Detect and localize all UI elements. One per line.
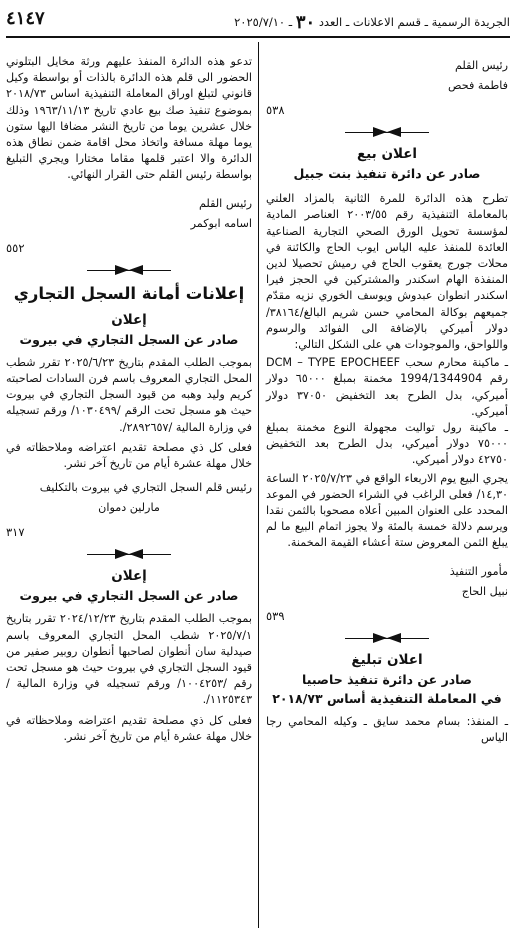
signature-title: رئيس قلم السجل التجاري في بيروت بالتكليف	[39, 481, 252, 495]
ad-body: ـ المنفذ: بسام محمد سايق ـ وكيله المحامي رجا الياس	[266, 714, 508, 745]
separator-ornament	[6, 546, 252, 562]
ad-heading: إعلان	[111, 568, 147, 585]
signature-block	[266, 56, 508, 96]
signature-title: رئيس القلم	[198, 196, 252, 210]
signature-block	[6, 478, 252, 518]
ad-subheading: صادر عن دائرة تنفيذ بنت جبيل	[293, 166, 481, 182]
issue-date: ـ ٢٠٢٥/٧/١٠	[234, 15, 293, 29]
page-header	[6, 8, 510, 34]
separator-ornament	[266, 124, 508, 140]
ad-body: تدعو هذه الدائرة المنفذ عليهم ورثة مخايل البتلوني الحضور الى قلم هذه الدائرة بالذات أو بواسطة وكيل قانوني لتبلغ اوراق المعاملة التنفيذية اساس ٢٠١٨/٧٣ بموضوع تنفيذ صك بيع عادي تاريخ ١٩٦٣/١١/١٣ وذلك خلال عشرين يوما من تاريخ النشر مضافا اليها ستون يوما مهلة مسافة واتخاذ محل اقامة ضمن نطاق هذه الدائرة والا اعتبر قلمها مقاما مختارا ويجري التبليغ بواسطة رئيس القلم حتى القرار النهائي.	[6, 55, 252, 182]
separator-ornament	[266, 630, 508, 646]
header-title	[234, 12, 510, 33]
ad-heading: اعلان تبليغ	[351, 651, 423, 668]
ad-body: فعلى كل ذي مصلحة تقديم اعتراضه وملاحظاته في خلال مهلة عشرة أيام من تاريخ آخر نشر.	[6, 713, 252, 743]
gazette-name: الجريدة الرسمية ـ قسم الاعلانات ـ العدد	[318, 15, 510, 29]
ad-number: ٥٥٢	[6, 240, 25, 255]
ad-heading: اعلان بيع	[356, 146, 418, 163]
ad-subheading: صادر عن السجل التجاري في بيروت	[19, 331, 239, 347]
signature-title: مأمور التنفيذ	[449, 564, 508, 578]
ad-body: تطرح هذه الدائرة للمرة الثانية بالمزاد العلني بالمعاملة التنفيذية رقم ٢٠٠٣/٥٥ العناصر المادية لمؤسسة تحويل الورق الصحي التجارية الصناعية العائدة للمنفذ عليه الياس ايوب الحاج والكائنة في محلات جورج يعقوب الحاج في رميش تحصيلا لدين المنفذة الهام اسكندر والمشتركين في الحجز فيرا اسكندر انطوان عبدوش ويوسف الخوري نزيه مقدّم جميعهم بوكالة المحامي حسن شريم البالغ/٣٨١٦٤/ دولار أميركي بالإضافة الى الفوائد والرسوم واللواحق، والموجودات هي على الشكل التالي:	[266, 192, 508, 352]
ad-body: بموجب الطلب المقدم بتاريخ ٢٠٢٤/١٢/٢٣ تقرر بتاريخ ٢٠٢٥/٧/١ شطب المحل التجاري المعروف باسم صيدلية سان أنطوان لصاحبها أنطوان روبير صفير من قيود السجل التجاري في بيروت حيث هو مسجل تحت رقم /١٠٠٤٢٥٣/ ورقم تسجيله في وزارة المالية /١١٢٥٣٤٣/.	[6, 612, 252, 707]
section-title: إعلانات أمانة السجل التجاري	[13, 283, 245, 303]
signature-name: اسامه ابوكمر	[190, 216, 252, 230]
ad-body: يجري البيع يوم الاربعاء الواقع في ٢٠٢٥/٧/٢٣ الساعة ١٤,٣٠/ فعلى الراغب في الشراء الحضور في الموعد المحدد على العنوان المبين أعلاه مصحوبا بالثمن نقدا ويرسم دلالة خمسة بالمئة ولا يجوز اتمام البيع ما لم يبلغ الثمن المعروض ستة أعشاء القيمة المخمنة.	[266, 471, 508, 550]
signature-name: مارلين دموان	[98, 501, 160, 515]
separator-ornament	[6, 262, 252, 278]
ad-number: ٥٣٨	[266, 103, 285, 117]
ad-item: ـ ماكينة محارم سحب DCM – TYPE EPOCHEEF رقم 1994/1344904 مخمنة بمبلغ ٦٥٠٠٠ دولار أميركي، بدل الطرح بعد التخفيض ٣٧٠٥٠ دولار أميركي.	[266, 356, 508, 418]
signature-block	[266, 562, 508, 602]
signature-name: نبيل الحاج	[461, 584, 508, 598]
ad-item: ـ ماكينة رول تواليت مجهولة النوع مخمنة بمبلغ ٧٥٠٠٠ دولار أميركي، بدل الطرح بعد التخفيض ٤٢٧٥٠ دولار أميركي.	[266, 421, 508, 467]
issue-number: ٣٠	[295, 12, 316, 33]
ad-subheading: في المعاملة التنفيذية أساس ٢٠١٨/٧٣	[272, 690, 502, 706]
ad-body: فعلى كل ذي مصلحة تقديم اعتراضه وملاحظاته في خلال مهلة عشرة أيام من تاريخ آخر نشر.	[6, 440, 252, 471]
ad-subheading: صادر عن السجل التجاري في بيروت	[19, 588, 239, 604]
ad-subheading: صادر عن دائرة تنفيذ حاصبيا	[302, 671, 472, 687]
ad-heading: إعلان	[111, 311, 147, 328]
column-divider	[258, 42, 259, 928]
signature-block	[6, 194, 252, 234]
ad-number: ٣١٧	[6, 525, 25, 540]
signature-name: فاطمة فحص	[448, 79, 508, 92]
header-rule	[6, 36, 510, 38]
ad-number: ٥٣٩	[266, 608, 285, 623]
ad-body: بموجب الطلب المقدم بتاريخ ٢٠٢٥/٦/٢٣ تقرر شطب المحل التجاري المعروف باسم فرن السادات لصاحبته كريم وليد وهبه من قيود السجل التجاري في بيروت حيث هو مسجل تحت الرقم /١٠٣٠٤٩٩/ ورقم تسجيله في وزارة المالية /٢٨٩٢٦٥٧/.	[6, 355, 253, 434]
page-number: ٤١٤٧	[6, 8, 45, 29]
signature-title: رئيس القلم	[454, 59, 508, 72]
left-column	[6, 44, 252, 745]
right-column	[266, 44, 508, 746]
